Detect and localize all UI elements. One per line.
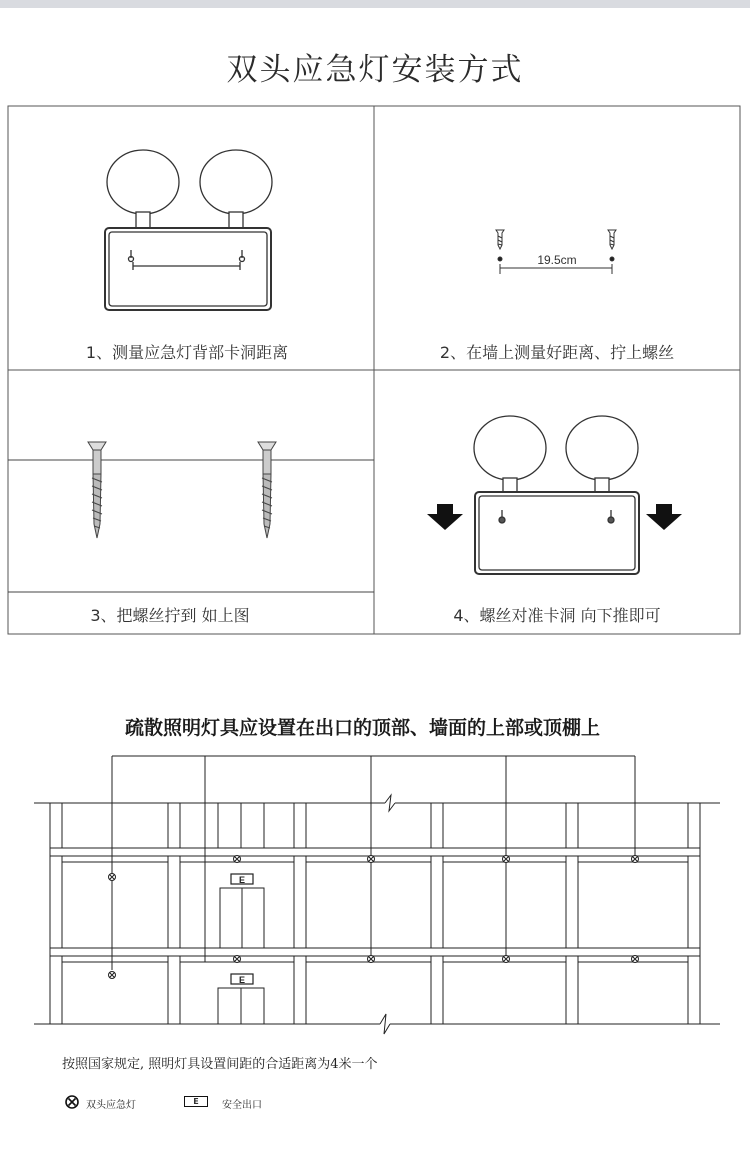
legend-emergency-light-icon bbox=[64, 1094, 80, 1110]
emergency-light-icon bbox=[368, 956, 375, 963]
panel-3-wall-screws bbox=[8, 442, 374, 592]
large-screw-right bbox=[258, 442, 276, 538]
panel-1-lamp-illustration bbox=[105, 150, 272, 310]
spacing-note: 按照国家规定, 照明灯具设置间距的合适距离为4米一个 bbox=[62, 1057, 378, 1072]
distance-label: 19.5cm bbox=[537, 253, 577, 267]
emergency-light-markers bbox=[109, 856, 639, 979]
step-1-caption: 1、测量应急灯背部卡洞距离 bbox=[85, 343, 289, 362]
step-3-caption: 3、把螺丝拧到 如上图 bbox=[90, 606, 250, 625]
legend-exit-label: 安全出口 bbox=[222, 1100, 262, 1111]
building-heading: 疏散照明灯具应设置在出口的顶部、墙面的上部或顶棚上 bbox=[124, 717, 600, 739]
down-arrow-right-icon bbox=[646, 504, 682, 530]
legend-exit-icon: E bbox=[184, 1096, 208, 1107]
emergency-light-icon bbox=[109, 972, 116, 979]
down-arrow-left-icon bbox=[427, 504, 463, 530]
emergency-light-icon bbox=[368, 856, 375, 863]
emergency-light-icon bbox=[234, 956, 241, 963]
emergency-light-icon bbox=[503, 856, 510, 863]
emergency-light-icon bbox=[503, 956, 510, 963]
page-title: 双头应急灯安装方式 bbox=[226, 52, 524, 88]
building-elevation-diagram bbox=[0, 740, 750, 1040]
emergency-light-icon bbox=[234, 856, 241, 863]
exit-sign-upper-letter: E bbox=[238, 875, 246, 885]
step-2-caption: 2、在墙上测量好距离、拧上螺丝 bbox=[439, 343, 675, 362]
legend-emergency-light-label: 双头应急灯 bbox=[86, 1100, 136, 1111]
large-screw-left bbox=[88, 442, 106, 538]
emergency-light-icon bbox=[632, 856, 639, 863]
panel-2-screw-distance bbox=[496, 230, 616, 274]
emergency-light-icon bbox=[632, 956, 639, 963]
exit-sign-lower-letter: E bbox=[238, 975, 246, 985]
emergency-light-icon bbox=[109, 874, 116, 881]
panel-4-lamp-push-down bbox=[474, 416, 639, 574]
step-4-caption: 4、螺丝对准卡洞 向下推即可 bbox=[453, 606, 661, 625]
